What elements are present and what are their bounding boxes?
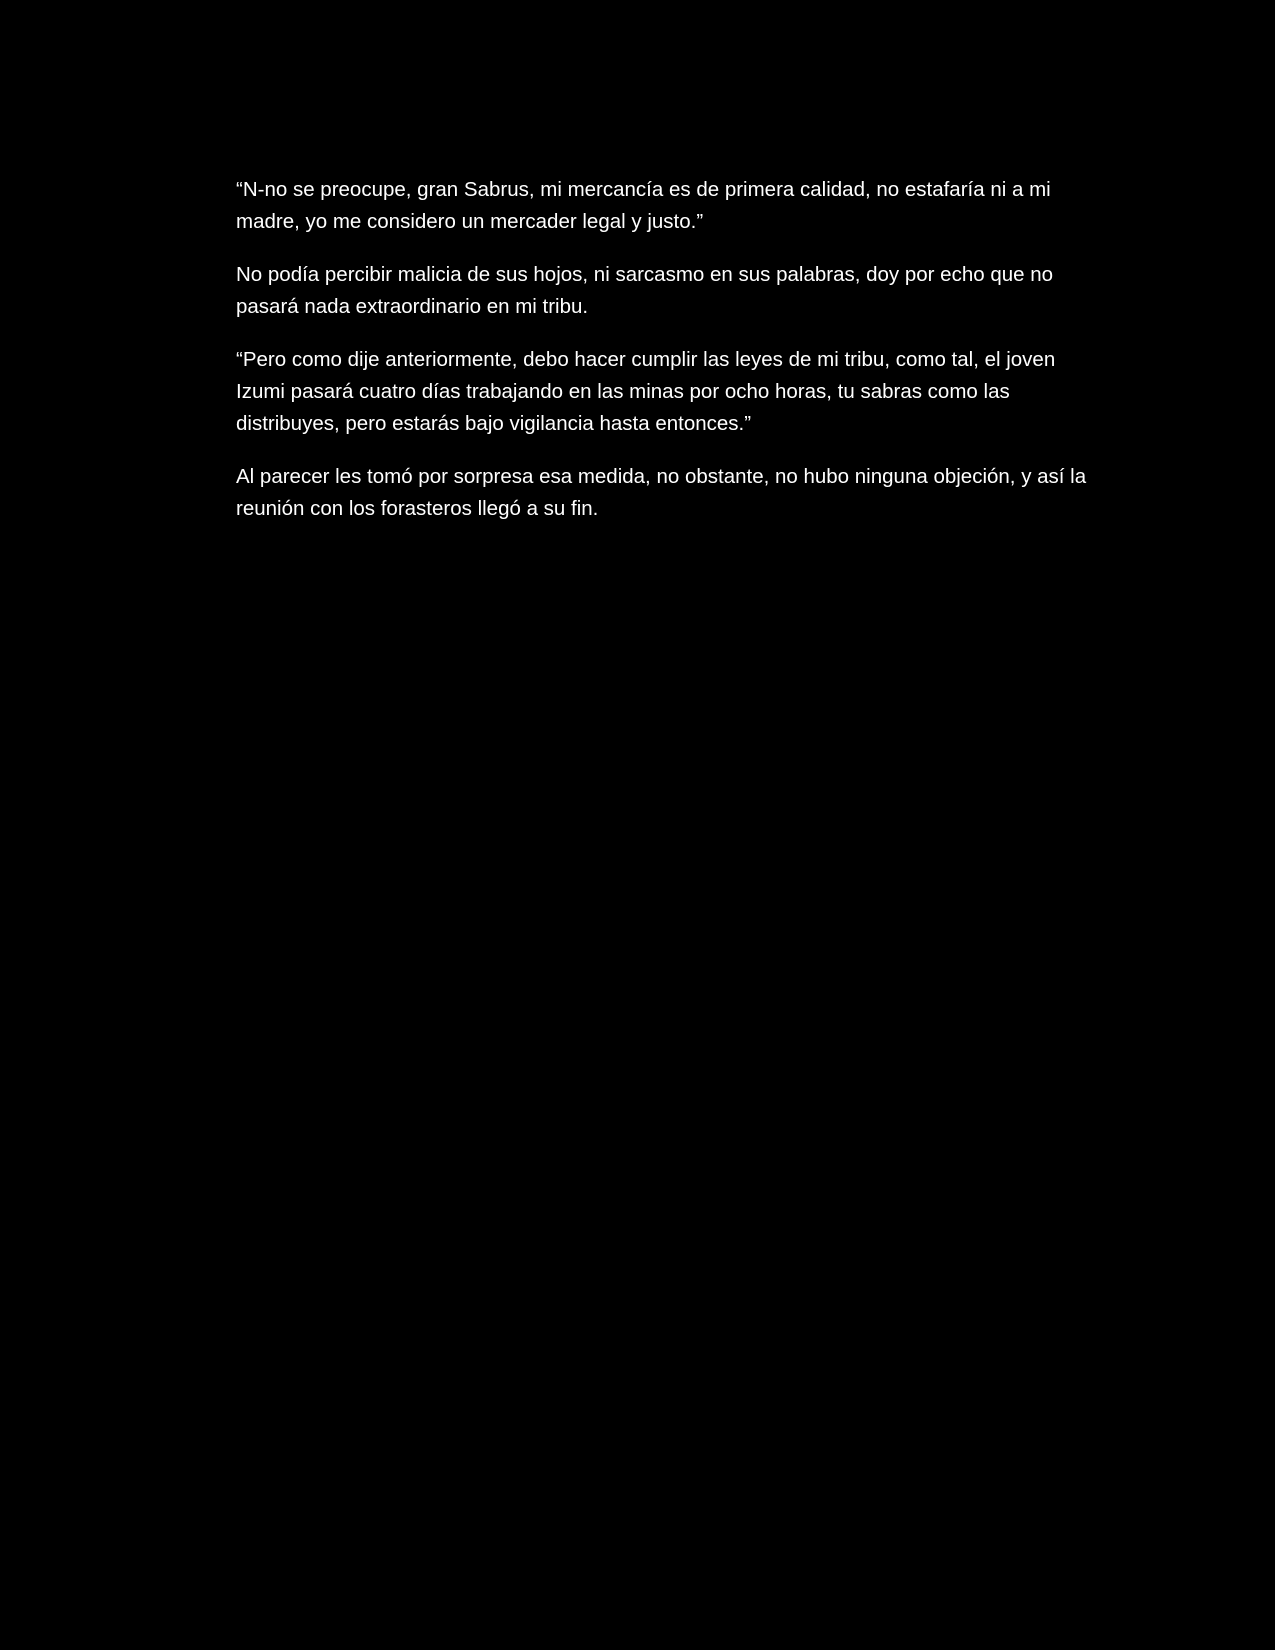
paragraph-4: Al parecer les tomó por sorpresa esa medida, no obstante, no hubo ninguna objeción, y así la reunión con los forasteros llegó a su fin. <box>236 465 1087 520</box>
paragraph-2: No podía percibir malicia de sus hojos, ni sarcasmo en sus palabras, doy por echo que no pasará nada extraordinario en mi tribu. <box>236 263 1054 318</box>
paragraph-1: “N-no se preocupe, gran Sabrus, mi mercancía es de primera calidad, no estafaría ni a mi madre, yo me considero un mercader legal y justo.” <box>236 178 1051 233</box>
document-body <box>236 174 1092 546</box>
paragraph-3: “Pero como dije anteriormente, debo hacer cumplir las leyes de mi tribu, como tal, el joven Izumi pasará cuatro días trabajando en las minas por ocho horas, tu sabras como las distribuyes, pero estarás bajo vigilancia hasta entonces.” <box>236 348 1056 435</box>
